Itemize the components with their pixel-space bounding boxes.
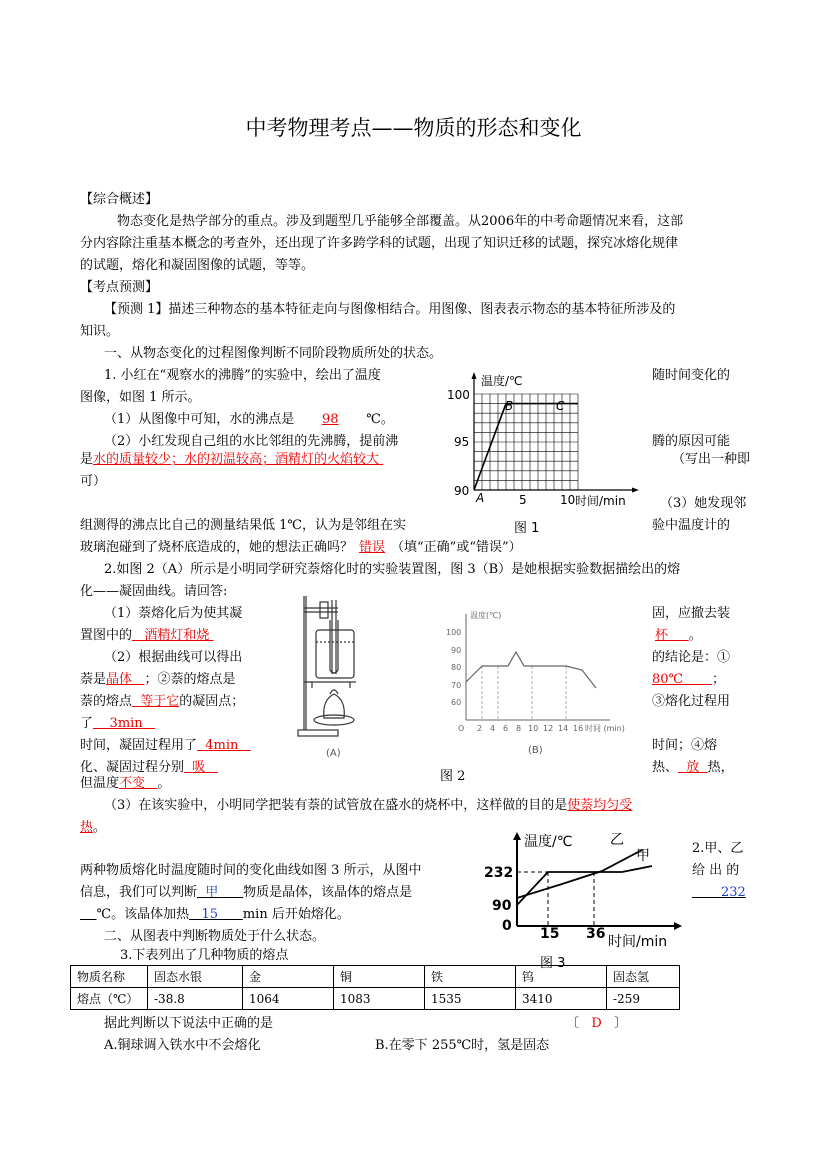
answer-correctness: 错误 [359, 540, 386, 555]
table-cell: 金 [243, 966, 334, 988]
answer-purpose: 使萘均匀受 [567, 798, 633, 813]
fig3-curve-jia [517, 866, 652, 905]
answer-remove-cont: 杯 [655, 628, 669, 643]
answer-choice: D [591, 1016, 602, 1031]
fig2-label-b: (B) [528, 745, 543, 756]
fig2-ytick: 100 [446, 628, 462, 637]
q3-line: 给 出 的 [692, 863, 740, 878]
q2-line: 热。 [80, 820, 107, 835]
option-a: A.铜球调入铁水中不会熔化 [104, 1038, 261, 1053]
figure-2a-apparatus [290, 590, 390, 760]
answer-crystal: 晶体 [106, 672, 133, 687]
q1-line: 可） [80, 474, 107, 489]
answer-heat-time: 15 [201, 907, 219, 922]
heading-two: 二、从图表中判断物质处于什么状态。 [104, 929, 326, 944]
fig2-xtick: 4 [490, 724, 496, 733]
fig1-xlabel: 时间/min [575, 494, 626, 508]
answer-release: 放 [686, 760, 700, 775]
table-cell: 3410 [516, 988, 607, 1010]
table-cell: 1064 [243, 988, 334, 1010]
option-b: B.在零下 255℃时，氢是固态 [375, 1038, 550, 1053]
fig2-xtick: 8 [516, 724, 522, 733]
q2-line: （1）萘熔化后为使其凝 [104, 606, 243, 621]
q2-line: 固，应撤去装 [652, 606, 731, 621]
table-cell: -259 [607, 988, 680, 1010]
q2-line: 热、 放 热， [652, 760, 734, 775]
table-cell: 铜 [334, 966, 425, 988]
answer-unchanged: 不变 [119, 776, 146, 791]
answer-absorb: 吸 [192, 760, 206, 775]
answer-equal: 等于它 [140, 694, 180, 709]
fig1-ytick: 90 [454, 484, 470, 498]
q3-line [692, 885, 746, 901]
fig2-xtick: 16 [573, 724, 584, 733]
page-title: 中考物理考点——物质的形态和变化 [245, 116, 582, 140]
q1-line: 组测得的沸点比自己的测量结果低 1℃，认为是邻组在实 [80, 518, 406, 533]
table-cell: 熔点（℃） [71, 988, 148, 1010]
fig2-ytick: 80 [451, 663, 462, 672]
q2-line: 化、凝固过程分别 吸 [80, 760, 206, 775]
table-cell: 物质名称 [71, 966, 148, 988]
q2-line: 化——凝固曲线。请回答: [80, 584, 228, 599]
fig3-ytick: 0 [502, 918, 512, 934]
fig3-series-label: 甲 [636, 848, 650, 864]
q1-line: 验中温度计的 [652, 518, 731, 533]
fig2-xlabel: 时间 (min) [585, 724, 625, 733]
figure-1 [445, 368, 645, 543]
fig2-caption: 图 2 [440, 769, 466, 784]
q1-line: （3）她发现邻 [660, 496, 747, 511]
figure-3-chart [482, 826, 687, 971]
answer-reason: 水的质量较少；水的初温较高；酒精灯的火焰较大 [93, 452, 380, 467]
fig3-xtick: 15 [540, 926, 560, 942]
answer-boiling-point: 98 [322, 412, 339, 427]
answer-freeze-time: 4min [205, 738, 239, 753]
answer-bracket: 〔 D 〕 [566, 1016, 628, 1031]
fig1-ylabel: 温度/℃ [481, 374, 523, 388]
fig3-curve-yi [517, 850, 642, 898]
paragraph-line: 物态变化是热学部分的重点。涉及到题型几乎能够全部覆盖。从2006年的中考命题情况来看，这部 [117, 214, 684, 229]
table-cell: 1083 [334, 988, 425, 1010]
q2-line: （2）根据曲线可以得出 [104, 650, 243, 665]
fig2-xtick: O [458, 724, 465, 733]
fig1-point-label: A [476, 491, 485, 505]
fig1-xtick: 10 [560, 493, 576, 507]
fig1-point-label: C [556, 399, 565, 413]
fig1-xtick: 5 [519, 493, 527, 507]
table-cell: -38.8 [148, 988, 243, 1010]
fig2-label-a: (A) [326, 748, 341, 759]
fig1-caption: 图 1 [514, 521, 540, 536]
paragraph-line: 分内容除注重基本概念的考查外，还出现了许多跨学科的试题，出现了知识迁移的试题，探究冰熔化规律 [80, 236, 679, 251]
fig1-ytick: 95 [454, 435, 470, 449]
answer-remove: 酒精灯和烧 [144, 628, 210, 643]
q3-line: 信息，我们可以判断 甲 物质是晶体，该晶体的熔点是 [80, 885, 413, 900]
fig3-ytick: 90 [492, 898, 512, 914]
fig1-ytick: 100 [447, 388, 470, 402]
fig3-xlabel: 时间/min [608, 934, 668, 950]
paragraph-line: 【预测 1】描述三种物态的基本特征走向与图像相结合。用图像、图表表示物态的基本特征所涉及的 [104, 302, 676, 317]
fig1-point-label: B [505, 399, 514, 413]
fig3-xtick: 36 [586, 926, 606, 942]
q2-line: 的结论是：① [652, 650, 731, 665]
heading-one: 一、从物态变化的过程图像判断不同阶段物质所处的状态。 [104, 346, 443, 361]
melting-point-table [70, 965, 680, 1010]
q3-line: 两种物质熔化时温度随时间的变化曲线如图 3 所示，从图中 [80, 863, 422, 878]
q1-line: （2）小红发现自己组的水比邻组的先沸腾，提前沸 [104, 434, 399, 449]
q3-line: ℃。该晶体加热 15 min 后开始熔化。 [96, 907, 350, 922]
q1-line: 随时间变化的 [652, 368, 731, 383]
fig3-series-label: 乙 [610, 832, 624, 848]
fig2-xtick: 2 [477, 724, 483, 733]
q2-line: 萘是晶体 ；②萘的熔点是 [80, 672, 236, 687]
q2-line: （3）在该实验中，小明同学把装有萘的试管放在盛水的烧杯中，这样做的目的是使萘均匀受 [104, 798, 633, 813]
section-prediction: 【考点预测】 [80, 280, 159, 295]
q1-line: 1. 小红在“观察水的沸腾”的实验中，绘出了温度 [104, 368, 381, 383]
fig1-curve [474, 404, 578, 490]
q2-line: 80℃ ； [652, 672, 726, 687]
table-row [71, 966, 680, 988]
q3-line: 2.甲、乙 [692, 841, 744, 856]
answer-melting-point-232: 232 [720, 885, 746, 900]
q4-line: 3.下表列出了几种物质的熔点 [120, 948, 289, 963]
figure-2b-chart [432, 606, 637, 766]
paragraph-line: 的试题，熔化和凝固图像的试题，等等。 [80, 258, 315, 273]
q2-line: 但温度不变 。 [80, 776, 171, 791]
fig2-ylabel: 温度(℃) [470, 611, 502, 620]
q1-line: （写出一种即 [672, 452, 751, 467]
answer-melt-time: 3min [109, 716, 143, 731]
fig3-ylabel: 温度/℃ [524, 834, 573, 850]
section-overview: 【综合概述】 [80, 192, 159, 207]
q2-line: 置图中的 酒精灯和烧 [80, 628, 210, 643]
q2-line: 时间；④熔 [652, 738, 718, 753]
table-cell: 1535 [425, 988, 516, 1010]
fig2-curve [466, 652, 596, 688]
q5-line: 据此判断以下说法中正确的是 [104, 1016, 274, 1031]
answer-crystal-substance: 甲 [205, 885, 219, 900]
q2-line: ③熔化过程用 [652, 694, 731, 709]
q1-line: 玻璃泡碰到了烧杯底造成的，她的想法正确吗？ 错误 （填“正确”或“错误”） [80, 540, 522, 555]
q1-line: 是水的质量较少；水的初温较高；酒精灯的火焰较大 [80, 452, 380, 467]
fig3-ytick: 232 [484, 865, 514, 881]
fig2-xtick: 6 [503, 724, 509, 733]
q1-line: 图像，如图 1 所示。 [80, 390, 201, 405]
fig2-ytick: 60 [451, 698, 462, 707]
table-row [71, 988, 680, 1010]
table-cell: 铁 [425, 966, 516, 988]
paragraph-line: 知识。 [80, 324, 120, 339]
q2-line: 了 3min [80, 716, 143, 731]
fig3-caption: 图 3 [540, 956, 566, 971]
fig2-ytick: 90 [451, 646, 462, 655]
q2-line: 2.如图 2（A）所示是小明同学研究萘熔化时的实验装置图，图 3（B）是她根据实验数据描绘出的熔 [104, 562, 681, 577]
q1-line: 腾的原因可能 [652, 434, 731, 449]
table-cell: 固态水银 [148, 966, 243, 988]
answer-melting-point: 80℃ [652, 672, 684, 687]
answer-purpose-cont: 热 [80, 820, 94, 835]
fig2-xtick: 12 [543, 724, 554, 733]
fig2-xtick: 14 [558, 724, 569, 733]
fig2-xtick: 10 [528, 724, 539, 733]
fig2-ytick: 70 [451, 681, 462, 690]
table-cell: 固态氢 [607, 966, 680, 988]
q2-line: 萘的熔点 等于它的凝固点； [80, 694, 245, 709]
q2-line: 杯 。 [655, 628, 702, 643]
q2-line: 时间，凝固过程用了 4min [80, 738, 239, 753]
table-cell: 钨 [516, 966, 607, 988]
q1-line: （1）从图像中可知，水的沸点是 98 ℃。 [104, 412, 394, 427]
